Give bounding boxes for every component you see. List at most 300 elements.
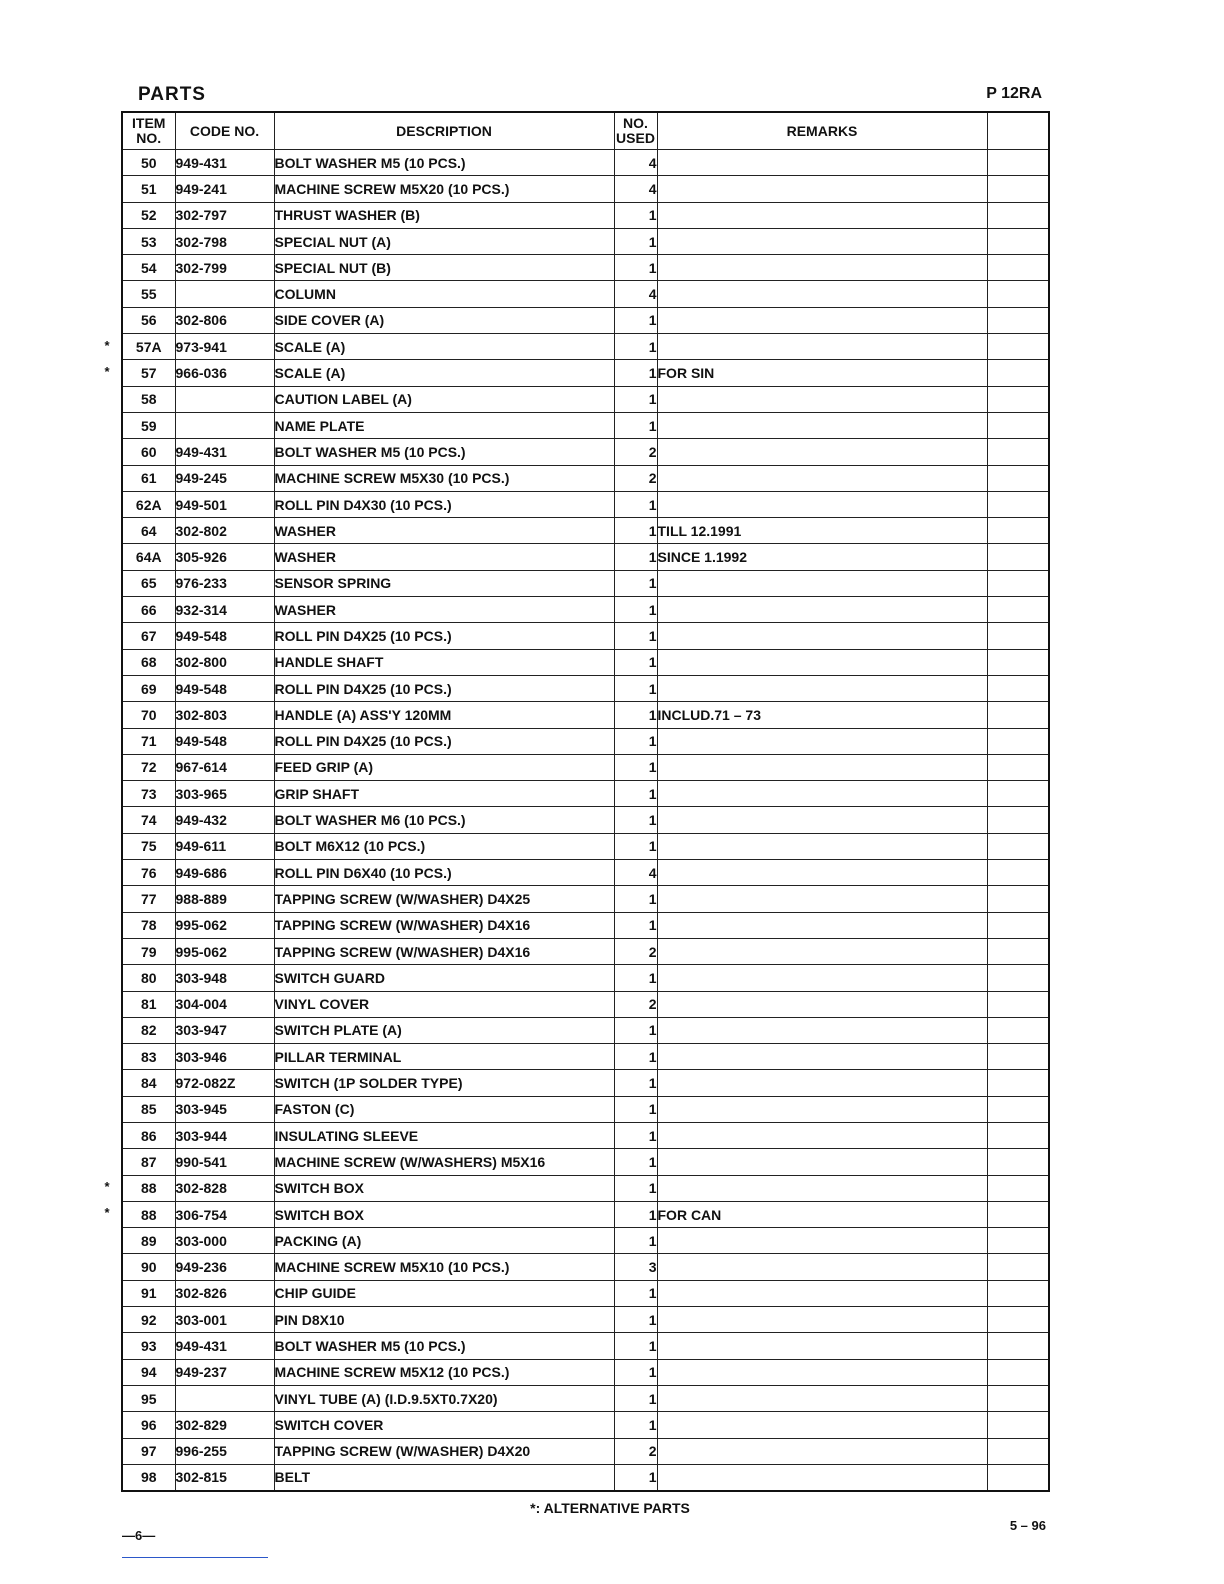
table-row bbox=[122, 781, 1049, 807]
table-row bbox=[122, 702, 1049, 728]
item-number-cell: 87 bbox=[122, 1149, 175, 1175]
description-cell: TAPPING SCREW (W/WASHER) D4X16 bbox=[274, 938, 614, 964]
item-number-cell: 78 bbox=[122, 912, 175, 938]
item-number-cell: 95 bbox=[122, 1385, 175, 1411]
table-row bbox=[122, 412, 1049, 438]
quantity-cell: 4 bbox=[614, 176, 657, 202]
blank-cell bbox=[987, 1228, 1049, 1254]
column-header-blank bbox=[987, 112, 1049, 150]
description-cell: SWITCH (1P SOLDER TYPE) bbox=[274, 1070, 614, 1096]
quantity-cell: 1 bbox=[614, 833, 657, 859]
table-row bbox=[122, 912, 1049, 938]
description-cell: MACHINE SCREW M5X12 (10 PCS.) bbox=[274, 1359, 614, 1385]
blank-cell bbox=[987, 518, 1049, 544]
code-number-cell: 932-314 bbox=[175, 597, 274, 623]
quantity-cell: 2 bbox=[614, 991, 657, 1017]
item-number-cell: 88 bbox=[122, 1175, 175, 1201]
blank-cell bbox=[987, 649, 1049, 675]
remarks-cell bbox=[657, 1017, 987, 1043]
description-cell: MACHINE SCREW M5X10 (10 PCS.) bbox=[274, 1254, 614, 1280]
quantity-cell: 1 bbox=[614, 1359, 657, 1385]
remarks-cell bbox=[657, 1438, 987, 1464]
item-number-cell: 69 bbox=[122, 675, 175, 701]
table-row bbox=[122, 728, 1049, 754]
quantity-cell: 2 bbox=[614, 1438, 657, 1464]
remarks-cell bbox=[657, 176, 987, 202]
item-number-cell: 56 bbox=[122, 307, 175, 333]
code-number-cell: 949-241 bbox=[175, 176, 274, 202]
code-number-cell: 302-800 bbox=[175, 649, 274, 675]
blank-cell bbox=[987, 1070, 1049, 1096]
description-cell: SPECIAL NUT (A) bbox=[274, 228, 614, 254]
description-cell: PACKING (A) bbox=[274, 1228, 614, 1254]
item-number-cell: 70 bbox=[122, 702, 175, 728]
description-cell: FASTON (C) bbox=[274, 1096, 614, 1122]
description-cell: ROLL PIN D4X25 (10 PCS.) bbox=[274, 675, 614, 701]
table-row bbox=[122, 938, 1049, 964]
table-row bbox=[122, 439, 1049, 465]
quantity-cell: 1 bbox=[614, 1464, 657, 1491]
code-number-cell bbox=[175, 386, 274, 412]
blank-cell bbox=[987, 886, 1049, 912]
table-row bbox=[122, 833, 1049, 859]
item-number-cell: 77 bbox=[122, 886, 175, 912]
description-cell: TAPPING SCREW (W/WASHER) D4X16 bbox=[274, 912, 614, 938]
blank-cell bbox=[987, 1201, 1049, 1227]
table-row bbox=[122, 360, 1049, 386]
table-row bbox=[122, 1122, 1049, 1148]
blank-cell bbox=[987, 1254, 1049, 1280]
table-row bbox=[122, 860, 1049, 886]
remarks-cell bbox=[657, 1228, 987, 1254]
item-number-cell: 96 bbox=[122, 1412, 175, 1438]
remarks-cell bbox=[657, 439, 987, 465]
description-cell: SWITCH GUARD bbox=[274, 965, 614, 991]
quantity-cell: 1 bbox=[614, 1096, 657, 1122]
description-cell: VINYL COVER bbox=[274, 991, 614, 1017]
blank-cell bbox=[987, 833, 1049, 859]
quantity-cell: 4 bbox=[614, 860, 657, 886]
code-number-cell: 973-941 bbox=[175, 334, 274, 360]
blank-cell bbox=[987, 754, 1049, 780]
description-cell: CHIP GUIDE bbox=[274, 1280, 614, 1306]
table-row bbox=[122, 649, 1049, 675]
item-number-cell: 86 bbox=[122, 1122, 175, 1148]
item-number-cell: 61 bbox=[122, 465, 175, 491]
blank-cell bbox=[987, 1175, 1049, 1201]
code-number-cell: 949-237 bbox=[175, 1359, 274, 1385]
table-row bbox=[122, 1307, 1049, 1333]
table-row bbox=[122, 1333, 1049, 1359]
remarks-cell bbox=[657, 1333, 987, 1359]
table-row bbox=[122, 965, 1049, 991]
quantity-cell: 1 bbox=[614, 202, 657, 228]
quantity-cell: 1 bbox=[614, 307, 657, 333]
description-cell: INSULATING SLEEVE bbox=[274, 1122, 614, 1148]
quantity-cell: 1 bbox=[614, 518, 657, 544]
quantity-cell: 1 bbox=[614, 1307, 657, 1333]
alternative-part-mark: * bbox=[104, 1179, 110, 1194]
column-header-remarks: REMARKS bbox=[657, 112, 987, 150]
remarks-cell bbox=[657, 649, 987, 675]
blank-cell bbox=[987, 465, 1049, 491]
remarks-cell bbox=[657, 1464, 987, 1491]
code-number-cell: 302-829 bbox=[175, 1412, 274, 1438]
blank-cell bbox=[987, 334, 1049, 360]
table-row bbox=[122, 1438, 1049, 1464]
quantity-cell: 1 bbox=[614, 1070, 657, 1096]
table-row bbox=[122, 754, 1049, 780]
description-cell: BOLT WASHER M6 (10 PCS.) bbox=[274, 807, 614, 833]
table-row bbox=[122, 1017, 1049, 1043]
description-cell: THRUST WASHER (B) bbox=[274, 202, 614, 228]
table-row bbox=[122, 991, 1049, 1017]
item-number-cell: 64A bbox=[122, 544, 175, 570]
item-number-cell: 89 bbox=[122, 1228, 175, 1254]
remarks-cell bbox=[657, 886, 987, 912]
parts-table bbox=[121, 111, 1050, 1492]
code-number-cell: 967-614 bbox=[175, 754, 274, 780]
code-number-cell: 966-036 bbox=[175, 360, 274, 386]
description-cell: SPECIAL NUT (B) bbox=[274, 255, 614, 281]
remarks-cell bbox=[657, 675, 987, 701]
blank-cell bbox=[987, 1122, 1049, 1148]
blank-cell bbox=[987, 912, 1049, 938]
code-number-cell: 995-062 bbox=[175, 938, 274, 964]
item-number-cell: 93 bbox=[122, 1333, 175, 1359]
quantity-cell: 1 bbox=[614, 360, 657, 386]
quantity-cell: 1 bbox=[614, 255, 657, 281]
quantity-cell: 1 bbox=[614, 1175, 657, 1201]
blank-cell bbox=[987, 1280, 1049, 1306]
blank-cell bbox=[987, 938, 1049, 964]
item-number-cell: 84 bbox=[122, 1070, 175, 1096]
page-number-right: 5 – 96 bbox=[1009, 1518, 1046, 1533]
quantity-cell: 1 bbox=[614, 1280, 657, 1306]
remarks-cell bbox=[657, 597, 987, 623]
alternative-part-mark: * bbox=[104, 338, 110, 353]
quantity-cell: 1 bbox=[614, 1228, 657, 1254]
description-cell: BELT bbox=[274, 1464, 614, 1491]
remarks-cell bbox=[657, 938, 987, 964]
remarks-cell bbox=[657, 465, 987, 491]
description-cell: BOLT WASHER M5 (10 PCS.) bbox=[274, 1333, 614, 1359]
item-number-cell: 57 bbox=[122, 360, 175, 386]
table-row bbox=[122, 1070, 1049, 1096]
blank-cell bbox=[987, 728, 1049, 754]
quantity-cell: 1 bbox=[614, 334, 657, 360]
remarks-cell bbox=[657, 1175, 987, 1201]
code-number-cell: 303-965 bbox=[175, 781, 274, 807]
description-cell: FEED GRIP (A) bbox=[274, 754, 614, 780]
code-number-cell: 949-501 bbox=[175, 491, 274, 517]
remarks-cell bbox=[657, 860, 987, 886]
description-cell: TAPPING SCREW (W/WASHER) D4X25 bbox=[274, 886, 614, 912]
blank-cell bbox=[987, 1307, 1049, 1333]
code-number-cell bbox=[175, 412, 274, 438]
table-row bbox=[122, 386, 1049, 412]
code-number-cell: 995-062 bbox=[175, 912, 274, 938]
item-number-cell: 91 bbox=[122, 1280, 175, 1306]
item-number-cell: 73 bbox=[122, 781, 175, 807]
description-cell: HANDLE (A) ASS'Y 120MM bbox=[274, 702, 614, 728]
remarks-cell bbox=[657, 1280, 987, 1306]
remarks-cell bbox=[657, 1385, 987, 1411]
blank-cell bbox=[987, 860, 1049, 886]
quantity-cell: 1 bbox=[614, 1412, 657, 1438]
item-number-cell: 65 bbox=[122, 570, 175, 596]
parts-table-body bbox=[122, 150, 1049, 1492]
table-row bbox=[122, 597, 1049, 623]
code-number-cell: 303-948 bbox=[175, 965, 274, 991]
table-row bbox=[122, 544, 1049, 570]
description-cell: SCALE (A) bbox=[274, 360, 614, 386]
remarks-cell: FOR SIN bbox=[657, 360, 987, 386]
code-number-cell: 949-431 bbox=[175, 439, 274, 465]
table-row bbox=[122, 623, 1049, 649]
remarks-cell bbox=[657, 570, 987, 596]
quantity-cell: 4 bbox=[614, 150, 657, 176]
description-cell: GRIP SHAFT bbox=[274, 781, 614, 807]
quantity-cell: 2 bbox=[614, 439, 657, 465]
blank-cell bbox=[987, 150, 1049, 176]
remarks-cell bbox=[657, 150, 987, 176]
column-header-used: NO. USED bbox=[614, 112, 657, 150]
item-number-cell: 85 bbox=[122, 1096, 175, 1122]
quantity-cell: 1 bbox=[614, 649, 657, 675]
item-number-cell: 97 bbox=[122, 1438, 175, 1464]
quantity-cell: 1 bbox=[614, 1201, 657, 1227]
remarks-cell: SINCE 1.1992 bbox=[657, 544, 987, 570]
item-number-cell: 54 bbox=[122, 255, 175, 281]
table-row bbox=[122, 491, 1049, 517]
code-number-cell: 949-431 bbox=[175, 1333, 274, 1359]
remarks-cell: INCLUD.71 – 73 bbox=[657, 702, 987, 728]
code-number-cell: 302-798 bbox=[175, 228, 274, 254]
description-cell: SWITCH BOX bbox=[274, 1201, 614, 1227]
remarks-cell bbox=[657, 754, 987, 780]
code-number-cell: 949-611 bbox=[175, 833, 274, 859]
blank-cell bbox=[987, 965, 1049, 991]
description-cell: SWITCH BOX bbox=[274, 1175, 614, 1201]
table-row bbox=[122, 1385, 1049, 1411]
table-row bbox=[122, 886, 1049, 912]
table-row bbox=[122, 255, 1049, 281]
code-number-cell: 306-754 bbox=[175, 1201, 274, 1227]
quantity-cell: 3 bbox=[614, 1254, 657, 1280]
description-cell: BOLT M6X12 (10 PCS.) bbox=[274, 833, 614, 859]
blank-cell bbox=[987, 544, 1049, 570]
remarks-cell bbox=[657, 912, 987, 938]
blank-cell bbox=[987, 360, 1049, 386]
remarks-cell bbox=[657, 307, 987, 333]
description-cell: ROLL PIN D4X25 (10 PCS.) bbox=[274, 728, 614, 754]
code-number-cell: 303-945 bbox=[175, 1096, 274, 1122]
blank-cell bbox=[987, 1464, 1049, 1491]
blank-cell bbox=[987, 281, 1049, 307]
quantity-cell: 4 bbox=[614, 281, 657, 307]
remarks-cell bbox=[657, 1070, 987, 1096]
quantity-cell: 1 bbox=[614, 675, 657, 701]
table-row bbox=[122, 675, 1049, 701]
quantity-cell: 1 bbox=[614, 1149, 657, 1175]
description-cell: ROLL PIN D6X40 (10 PCS.) bbox=[274, 860, 614, 886]
code-number-cell: 949-548 bbox=[175, 623, 274, 649]
blank-cell bbox=[987, 386, 1049, 412]
item-number-cell: 51 bbox=[122, 176, 175, 202]
item-number-cell: 57A bbox=[122, 334, 175, 360]
remarks-cell: FOR CAN bbox=[657, 1201, 987, 1227]
blank-cell bbox=[987, 702, 1049, 728]
item-number-cell: 81 bbox=[122, 991, 175, 1017]
item-number-cell: 76 bbox=[122, 860, 175, 886]
blank-cell bbox=[987, 255, 1049, 281]
item-number-cell: 90 bbox=[122, 1254, 175, 1280]
remarks-cell bbox=[657, 965, 987, 991]
quantity-cell: 1 bbox=[614, 912, 657, 938]
blank-cell bbox=[987, 307, 1049, 333]
code-number-cell: 949-245 bbox=[175, 465, 274, 491]
item-number-cell: 58 bbox=[122, 386, 175, 412]
quantity-cell: 1 bbox=[614, 228, 657, 254]
description-cell: SWITCH COVER bbox=[274, 1412, 614, 1438]
blank-cell bbox=[987, 1044, 1049, 1070]
blank-cell bbox=[987, 597, 1049, 623]
table-row bbox=[122, 281, 1049, 307]
quantity-cell: 1 bbox=[614, 781, 657, 807]
quantity-cell: 1 bbox=[614, 728, 657, 754]
remarks-cell bbox=[657, 623, 987, 649]
blank-cell bbox=[987, 439, 1049, 465]
item-number-cell: 67 bbox=[122, 623, 175, 649]
quantity-cell: 1 bbox=[614, 570, 657, 596]
page-title: PARTS bbox=[138, 84, 206, 105]
code-number-cell: 303-947 bbox=[175, 1017, 274, 1043]
description-cell: SCALE (A) bbox=[274, 334, 614, 360]
table-row bbox=[122, 1201, 1049, 1227]
code-number-cell: 303-944 bbox=[175, 1122, 274, 1148]
remarks-cell bbox=[657, 202, 987, 228]
quantity-cell: 1 bbox=[614, 1044, 657, 1070]
blank-cell bbox=[987, 781, 1049, 807]
quantity-cell: 1 bbox=[614, 597, 657, 623]
item-number-cell: 68 bbox=[122, 649, 175, 675]
code-number-cell: 302-802 bbox=[175, 518, 274, 544]
blank-cell bbox=[987, 202, 1049, 228]
item-number-cell: 59 bbox=[122, 412, 175, 438]
description-cell: SWITCH PLATE (A) bbox=[274, 1017, 614, 1043]
blank-cell bbox=[987, 1385, 1049, 1411]
item-number-cell: 71 bbox=[122, 728, 175, 754]
blank-cell bbox=[987, 807, 1049, 833]
remarks-cell: TILL 12.1991 bbox=[657, 518, 987, 544]
quantity-cell: 2 bbox=[614, 938, 657, 964]
blank-cell bbox=[987, 1438, 1049, 1464]
item-number-cell: 52 bbox=[122, 202, 175, 228]
remarks-cell bbox=[657, 1307, 987, 1333]
table-row bbox=[122, 202, 1049, 228]
code-number-cell: 949-236 bbox=[175, 1254, 274, 1280]
remarks-cell bbox=[657, 228, 987, 254]
table-row bbox=[122, 518, 1049, 544]
item-number-cell: 79 bbox=[122, 938, 175, 964]
blank-cell bbox=[987, 570, 1049, 596]
item-number-cell: 83 bbox=[122, 1044, 175, 1070]
item-number-cell: 55 bbox=[122, 281, 175, 307]
quantity-cell: 1 bbox=[614, 886, 657, 912]
item-number-cell: 66 bbox=[122, 597, 175, 623]
blank-cell bbox=[987, 1333, 1049, 1359]
quantity-cell: 1 bbox=[614, 386, 657, 412]
remarks-cell bbox=[657, 1044, 987, 1070]
table-row bbox=[122, 1096, 1049, 1122]
quantity-cell: 1 bbox=[614, 1017, 657, 1043]
table-row bbox=[122, 307, 1049, 333]
blank-cell bbox=[987, 176, 1049, 202]
alternative-part-mark: * bbox=[104, 364, 110, 379]
code-number-cell: 949-686 bbox=[175, 860, 274, 886]
blank-cell bbox=[987, 675, 1049, 701]
column-header-item: ITEM NO. bbox=[122, 112, 175, 150]
item-number-cell: 53 bbox=[122, 228, 175, 254]
code-number-cell: 303-946 bbox=[175, 1044, 274, 1070]
table-row bbox=[122, 1464, 1049, 1491]
remarks-cell bbox=[657, 807, 987, 833]
code-number-cell: 949-431 bbox=[175, 150, 274, 176]
code-number-cell: 302-828 bbox=[175, 1175, 274, 1201]
code-number-cell: 302-806 bbox=[175, 307, 274, 333]
code-number-cell: 988-889 bbox=[175, 886, 274, 912]
remarks-cell bbox=[657, 386, 987, 412]
code-number-cell: 996-255 bbox=[175, 1438, 274, 1464]
remarks-cell bbox=[657, 991, 987, 1017]
quantity-cell: 1 bbox=[614, 491, 657, 517]
table-row bbox=[122, 176, 1049, 202]
blank-cell bbox=[987, 991, 1049, 1017]
code-number-cell: 949-548 bbox=[175, 675, 274, 701]
description-cell: WASHER bbox=[274, 597, 614, 623]
item-number-cell: 98 bbox=[122, 1464, 175, 1491]
description-cell: WASHER bbox=[274, 518, 614, 544]
quantity-cell: 1 bbox=[614, 702, 657, 728]
code-number-cell bbox=[175, 281, 274, 307]
blank-cell bbox=[987, 228, 1049, 254]
item-number-cell: 92 bbox=[122, 1307, 175, 1333]
remarks-cell bbox=[657, 1412, 987, 1438]
table-row bbox=[122, 1044, 1049, 1070]
table-row bbox=[122, 1149, 1049, 1175]
quantity-cell: 1 bbox=[614, 754, 657, 780]
item-number-cell: 62A bbox=[122, 491, 175, 517]
quantity-cell: 1 bbox=[614, 1385, 657, 1411]
table-row bbox=[122, 1254, 1049, 1280]
blank-cell bbox=[987, 1359, 1049, 1385]
table-row bbox=[122, 1412, 1049, 1438]
quantity-cell: 1 bbox=[614, 412, 657, 438]
remarks-cell bbox=[657, 255, 987, 281]
remarks-cell bbox=[657, 1359, 987, 1385]
code-number-cell: 949-548 bbox=[175, 728, 274, 754]
table-row bbox=[122, 570, 1049, 596]
table-row bbox=[122, 150, 1049, 176]
quantity-cell: 1 bbox=[614, 807, 657, 833]
table-row bbox=[122, 334, 1049, 360]
code-number-cell: 302-799 bbox=[175, 255, 274, 281]
item-number-cell: 75 bbox=[122, 833, 175, 859]
table-row bbox=[122, 807, 1049, 833]
description-cell: HANDLE SHAFT bbox=[274, 649, 614, 675]
code-number-cell: 305-926 bbox=[175, 544, 274, 570]
